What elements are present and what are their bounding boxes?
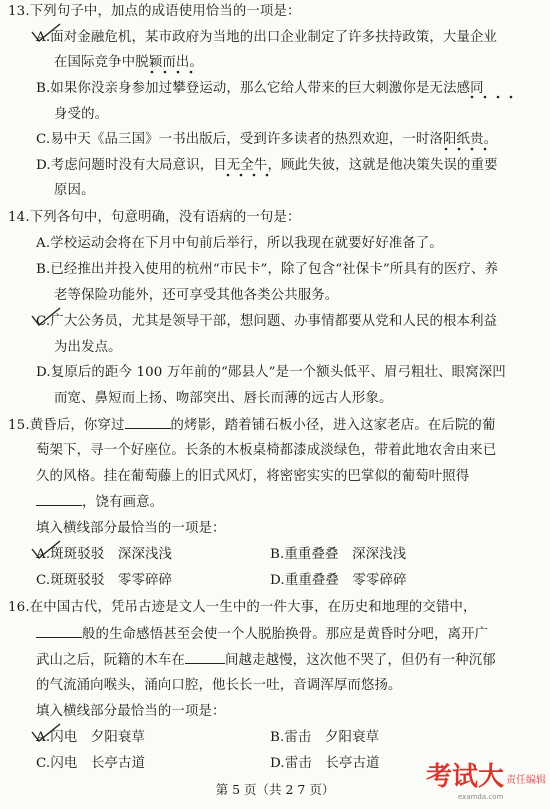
q15-line1-end: 的烤影，踏着铺石板小径，进入这家老店。在后院的葡	[170, 418, 496, 433]
q16-option-b: B.雷击 夕阳衰草	[270, 730, 380, 745]
q15-prompt: 填入横线部分最恰当的一项是：	[36, 521, 226, 536]
q15-blank-1	[125, 416, 171, 429]
q15-option-a: A.斑斑驳驳 深深浅浅	[36, 547, 173, 562]
page-footer: 第 5 页（共 2 7 页）	[215, 782, 335, 797]
q14-option-b-line1: B.已经推出并投入使用的杭州“市民卡”，除了包含“社保卡”所具有的医疗、养	[36, 262, 499, 277]
q16-line1: 16.在中国古代，凭吊古迹是文人一生中的一件大事，在历史和地理的交错中，	[8, 600, 477, 615]
q14-option-c-line2: 为出发点。	[54, 340, 122, 355]
q15-option-c: C.斑斑驳驳 零零碎碎	[36, 573, 173, 588]
q13-option-b-line2: 身受的。	[54, 107, 109, 122]
q16-answer-check-mark	[30, 722, 64, 750]
q15-line4-end: ，饶有画意。	[82, 495, 164, 510]
q15-line1-start: 15.黄昏后，你穿过	[8, 418, 125, 433]
q16-option-c: C.闪电 长亭古道	[36, 756, 146, 771]
q13-stem: 13.下列句子中，加点的成语使用恰当的一项是：	[8, 4, 301, 19]
q14-option-c-line1: C.广大公务员，尤其是领导干部，想问题、办事情都要从党和人民的根本利益	[36, 314, 498, 329]
q16-blank-1	[36, 625, 82, 638]
q16-line3	[36, 651, 496, 670]
q15-option-d: D.重重叠叠 零零碎碎	[270, 573, 407, 588]
examda-watermark-logo	[420, 755, 548, 805]
q16-line2-end: 般的生命感悟甚至会使一个人脱胎换骨。那应是黄昏时分吧，离开广	[82, 627, 489, 642]
q13-option-a-line1: A.面对金融危机，某市政府为当地的出口企业制定了许多扶持政策，大量企业	[36, 30, 498, 45]
q14-option-d-line2: 而宽、鼻短而上扬、吻部突出、唇长而薄的远古人形象。	[54, 391, 393, 406]
svg-text:examda.com: examda.com	[458, 793, 504, 801]
q13-emphasis-dots	[0, 0, 550, 200]
q16-line3-start: 武山之后，阮籍的木车在	[36, 653, 185, 668]
q13-option-a-line2: 在国际竞争中脱颖而出。	[54, 55, 203, 70]
q14-option-d-line1: D.复原后的距今 100 万年前的“郧县人”是一个额头低平、眉弓粗壮、眼窝深凹	[36, 365, 506, 380]
q15-line3: 久的风格。挂在葡萄藤上的旧式风灯，将密密实实的巴掌似的葡萄叶照得	[36, 469, 470, 484]
q16-option-d: D.雷击 长亭古道	[270, 756, 380, 771]
q15-line2: 萄架下，寻一个好座位。长条的木板桌椅都漆成淡绿色，带着此地农舍由来已	[36, 443, 497, 458]
q14-stem: 14.下列各句中，句意明确，没有语病的一句是：	[8, 210, 301, 225]
q16-blank-2	[185, 651, 225, 664]
q14-answer-check-mark	[30, 306, 64, 334]
q14-option-a-line1: A.学校运动会将在下月中旬前后举行，所以我现在就要好好准备了。	[36, 236, 443, 251]
q13-option-d-line1: D.考虑问题时没有大局意识，目无全牛，顾此失彼，这就是他决策失误的重要	[36, 158, 498, 173]
q16-prompt: 填入横线部分最恰当的一项是：	[36, 704, 226, 719]
q16-line2	[36, 625, 488, 644]
q15-answer-check-mark	[30, 539, 64, 567]
q15-blank-2	[36, 493, 82, 506]
q13-option-b-line1: B.如果你没亲身参加过攀登运动，那么它给人带来的巨大刺激你是无法感同	[36, 81, 484, 96]
q16-line3-end: 间越走越慢，这次他不哭了，但仍有一种沉郁	[224, 653, 496, 668]
q15-option-b: B.重重叠叠 深深浅浅	[270, 547, 407, 562]
q15-line1	[8, 416, 496, 435]
svg-text:责任编辑: 责任编辑	[506, 775, 546, 786]
q14-option-b-line2: 老等保险功能外，还可享受其他各类公共服务。	[54, 288, 339, 303]
q16-option-a: A.闪电 夕阳衰草	[36, 730, 146, 745]
q16-line4: 的气流涌向喉头，涌向口腔，他长长一吐，音调浑厚而悠扬。	[36, 678, 402, 693]
q15-line4	[36, 493, 163, 512]
svg-text:考试大: 考试大	[426, 762, 505, 792]
q13-option-d-line2: 原因。	[54, 183, 95, 198]
q13-option-c-line1: C.易中天《品三国》一书出版后，受到许多读者的热烈欢迎，一时洛阳纸贵。	[36, 132, 498, 147]
